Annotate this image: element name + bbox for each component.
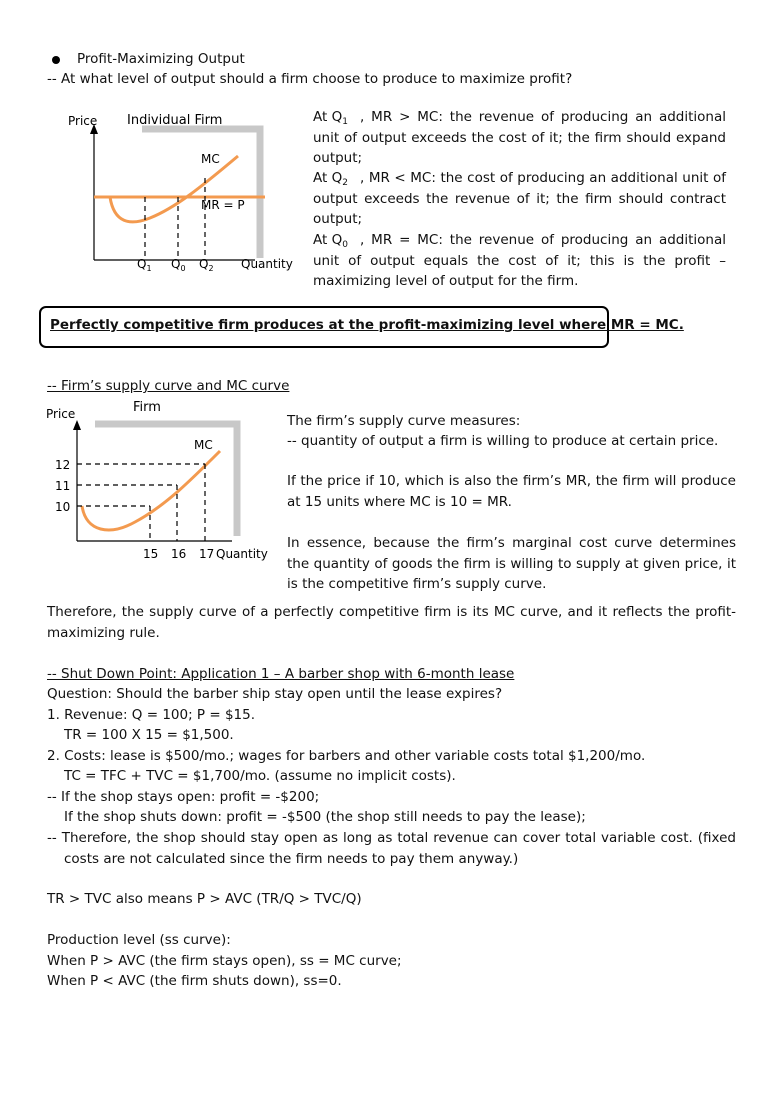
y-axis-arrow (73, 420, 81, 430)
tick-q0: $Q_0$ (171, 257, 186, 273)
supply-p1: The firm’s supply curve measures: (287, 413, 521, 429)
mc-curve (82, 451, 220, 530)
costs-line: 2. Costs: lease is $500/mo.; wages for barbers and other variable costs total $1,200/mo. (47, 748, 646, 764)
mc-label: MC (194, 438, 213, 452)
exp2-prefix: At $Q_2$ (313, 170, 348, 188)
supply-conclusion: Therefore, the supply curve of a perfectly competitive firm is its MC curve, and it reflects the profit-maximizing rule. (47, 604, 736, 641)
section1-question: -- At what level of output should a firm choose to produce to maximize profit? (47, 71, 573, 87)
tick-q2: $Q_2$ (199, 257, 214, 273)
exp2-text (313, 168, 726, 230)
production-heading: Production level (ss curve): (47, 932, 231, 948)
shut-profit: If the shop shuts down: profit = -$500 (the shop still needs to pay the lease); (64, 809, 586, 825)
exp1-body: , MR > MC: the revenue of producing an additional unit of output exceeds the cost of it; the firm should expand output; (313, 109, 726, 166)
graph-frame-shadow (95, 424, 237, 536)
open-profit: -- If the shop stays open: profit = -$200; (47, 789, 320, 805)
mr-label: MR = P (201, 198, 245, 212)
tr-calc: TR = 100 X 15 = $1,500. (64, 727, 234, 743)
graph-frame-shadow (142, 129, 260, 258)
xtick-15: 15 (143, 547, 159, 561)
graph-title: Individual Firm (127, 113, 223, 128)
bullet-icon (52, 56, 60, 64)
section3-heading: -- Shut Down Point: Application 1 – A barber shop with 6-month lease (47, 666, 515, 682)
tr-tvc-line: TR > TVC also means P > AVC (TR/Q > TVC/Q) (47, 891, 362, 907)
supply-p4: In essence, because the firm’s marginal cost curve determines the quantity of goods the firm is willing to supply at given price, it is the competitive firm’s supply curve. (287, 535, 736, 592)
section1-heading: Profit-Maximizing Output (77, 51, 245, 67)
xtick-17: 17 (199, 547, 215, 561)
exp1-prefix: At $Q_1$ (313, 109, 348, 127)
exp3-text (313, 230, 726, 292)
ytick-10: 10 (55, 500, 71, 514)
supply-p3: If the price if 10, which is also the firm’s MR, the firm will produce at 15 units where MC is 10 = MR. (287, 473, 736, 510)
barber-question: Question: Should the barber ship stay open until the lease expires? (47, 686, 503, 702)
exp3-prefix: At $Q_0$ (313, 232, 348, 250)
mc-label: MC (201, 152, 220, 166)
production-open: When P > AVC (the firm stays open), ss = MC curve; (47, 953, 402, 969)
callout-text: Perfectly competitive firm produces at the profit-maximizing level where MR = MC. (50, 317, 684, 333)
exp1-text (313, 107, 726, 169)
firm-supply-graph (40, 396, 280, 566)
graph-title: Firm (133, 400, 161, 415)
supply-p2: -- quantity of output a firm is willing to produce at certain price. (287, 433, 719, 449)
tick-q1: $Q_1$ (137, 257, 152, 273)
y-axis-label: Price (68, 114, 98, 128)
y-axis-label: Price (46, 407, 76, 421)
exp2-body: , MR < MC: the cost of producing an additional unit of output exceeds the revenue of it; the firm should contract output; (313, 170, 726, 227)
x-axis-label: Quantity (241, 257, 293, 271)
x-axis-label: Quantity (216, 547, 268, 561)
therefore-line: -- Therefore, the shop should stay open as long as total revenue can cover total variable cost. (fixed costs are not calculated since the firm needs to pay them anyway.) (47, 830, 736, 867)
production-shut: When P < AVC (the firm shuts down), ss=0. (47, 973, 342, 989)
ytick-11: 11 (55, 479, 71, 493)
tc-calc: TC = TFC + TVC = $1,700/mo. (assume no implicit costs). (64, 768, 456, 784)
section2-heading: -- Firm’s supply curve and MC curve (47, 378, 290, 394)
exp3-body: , MR = MC: the revenue of producing an additional unit of output equals the cost of it; this is the profit – maximizing level of output for the firm. (313, 232, 726, 289)
ytick-12: 12 (55, 458, 71, 472)
individual-firm-graph (60, 108, 300, 278)
xtick-16: 16 (171, 547, 187, 561)
revenue-line: 1. Revenue: Q = 100; P = $15. (47, 707, 256, 723)
callout-box (39, 306, 684, 348)
